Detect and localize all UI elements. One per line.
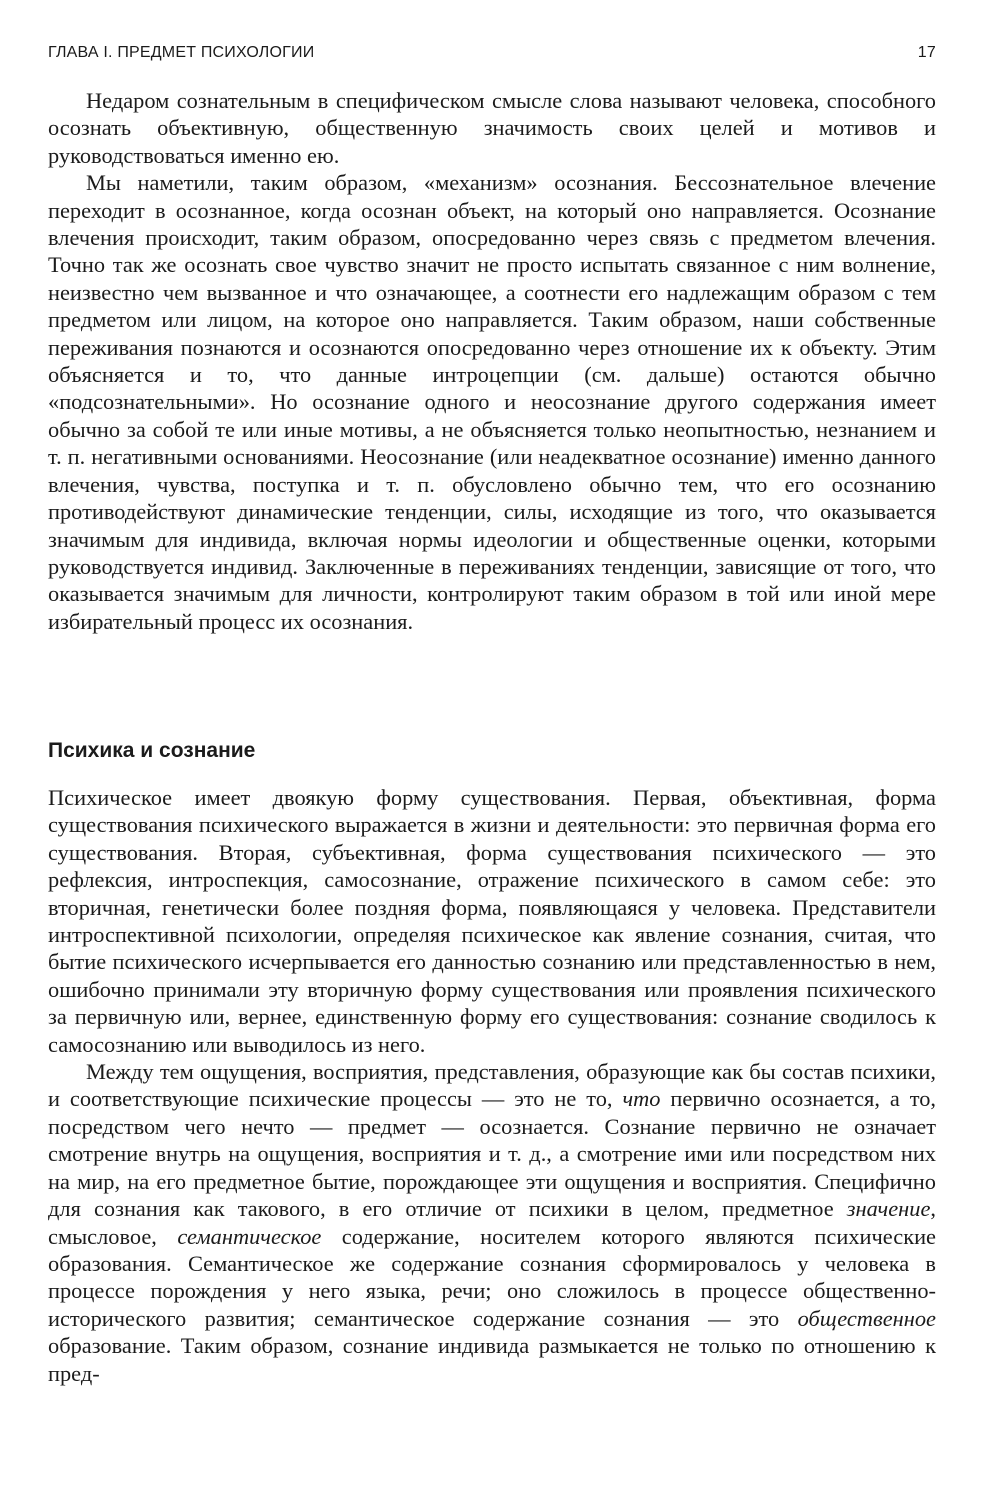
italic-semanticheskoe: семантическое: [177, 1223, 322, 1249]
paragraph-1: Недаром сознательным в специфическом смысле слова называют человека, способного осознать объективную, общественную значимость своих целей и мотивов и руководствоваться именно ею.: [48, 88, 936, 168]
paragraph-4-text-1: Между тем ощущения, восприятия, представления, образующие как бы состав психики, и соответствующие психические процессы — это не то,: [48, 1059, 936, 1112]
text-block-top: [48, 87, 936, 635]
paragraph-3: Психическое имеет двоякую форму существования. Первая, объективная, форма существования психического выражается в жизни и деятельности: это первичная форма его существования. Вторая, субъективная, форма существования психического — это рефлексия, интроспекция, самосознание, отражение психического в самом себе: это вторичная, генетически более поздняя форма, появляющаяся у человека. Представители интроспективной психологии, определяя психическое как явление сознания, считая, что бытие психического исчерпывается его данностью сознанию или представленностью в нем, ошибочно принимали эту вторичную форму существования или проявления психического за первичную или, вернее, единственную форму его существования: сознание сводилось к самосознанию или выводилось из него.: [48, 785, 936, 1057]
running-header: [48, 44, 936, 68]
paragraph-4: [48, 1058, 936, 1387]
page-number: 17: [917, 44, 936, 61]
italic-obshchestvennoe: общественное: [797, 1305, 936, 1331]
paragraph-4-text-5: образование. Таким образом, сознание индивида размыкается не только по отношению к пред-: [48, 1333, 936, 1386]
section-heading: Психика и сознание: [48, 739, 256, 762]
chapter-title: ГЛАВА I. ПРЕДМЕТ ПСИХОЛОГИИ: [48, 44, 315, 61]
text-block-section: [48, 784, 936, 1387]
paragraph-4-text-2: первично осознается, а то, посредством чего нечто — предмет — осознается. Сознание первично не означает смотрение внутрь на ощущения, восприятия и т. д., а смотрение ими или посредством них на мир, на его предметное бытие, порождающее эти ощущения и восприятия. Специфично для сознания как такового, в его отличие от психики в целом, предметное: [48, 1086, 936, 1222]
paragraph-4-text-3: , смысловое,: [48, 1196, 936, 1249]
paragraph-4-text-4: содержание, носителем которого являются психические образования. Семантическое же содержание сознания сформировалось у человека в процессе порождения у него языка, речи; оно сложилось в процессе общественно-исторического развития; семантическое содержание сознания — это: [48, 1223, 936, 1331]
italic-znachenie: значение: [846, 1196, 931, 1222]
italic-chto: что: [622, 1086, 661, 1112]
paragraph-2: Мы наметили, таким образом, «механизм» осознания. Бессознательное влечение переходит в осознанное, когда осознан объект, на который оно направляется. Осознание влечения происходит, таким образом, опосредованно через связь с предметом влечения. Точно так же осознать свое чувство значит не просто испытать связанное с ним волнение, неизвестно чем вызванное и что означающее, а соотнести его надлежащим образом с тем предметом или лицом, на которое оно направляется. Таким образом, наши собственные переживания познаются и осознаются опосредованно через отношение их к объекту. Этим объясняется и то, что данные интроцепции (см. дальше) остаются обычно «подсознательными». Но осознание одного и неосознание другого содержания имеет обычно за собой те или иные мотивы, а не объясняется только неопытностью, незнанием и т. п. негативными основаниями. Неосознание (или неадекватное осознание) именно данного влечения, чувства, поступка и т. п. обусловлено обычно тем, что его осознанию противодействуют динамические тенденции, силы, исходящие из того, что оказывается значимым для индивида, включая нормы идеологии и общественные оценки, которыми руководствуется индивид. Заключенные в переживаниях тенденции, зависящие от того, что оказывается значимым для личности, контролируют таким образом в той или иной мере избирательный процесс их осознания.: [48, 170, 936, 634]
